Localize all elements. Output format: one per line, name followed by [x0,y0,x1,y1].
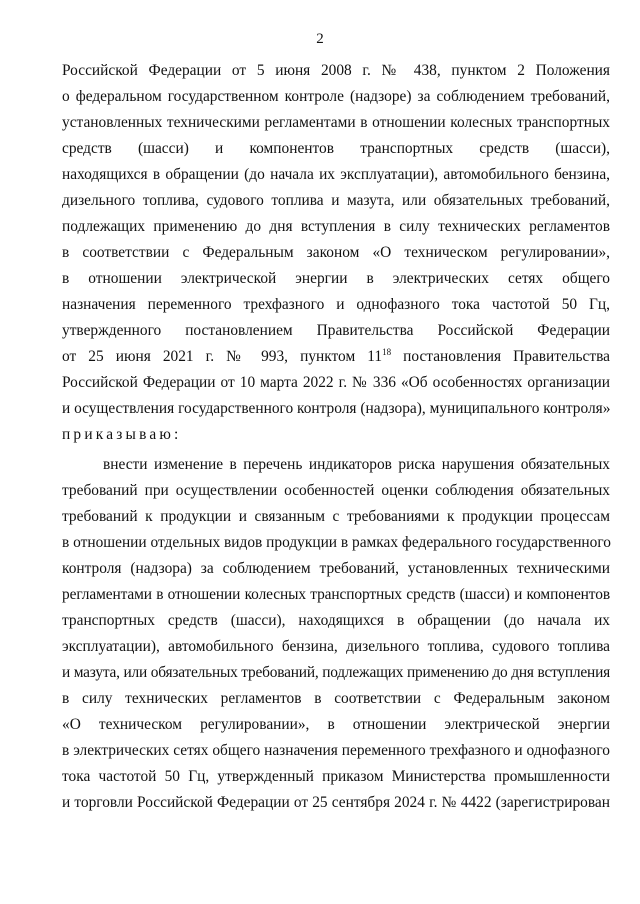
text-line: находящихся в обращении (до начала их эксплуатации), автомобильного бензина, [62,166,610,183]
text-line: в отношении отдельных видов продукции в рамках федерального государственного [62,534,611,551]
text-line: эксплуатации), автомобильного бензина, дизельного топлива, судового топлива [62,638,610,655]
footnote-superscript: 18 [382,347,392,357]
text-line: подлежащих применению до дня вступления в силу технических регламентов [62,218,610,235]
text-line: в соответствии с Федеральным законом «О техническом регулировании», [62,244,610,261]
text-line: тока частотой 50 Гц, утвержденный приказом Министерства промышленности [62,768,610,785]
text-line: транспортных средств (шасси), находящихся в обращении (до начала их [62,612,610,629]
page-number: 2 [316,31,324,47]
paragraph-first-line: внести изменение в перечень индикаторов риска нарушения обязательных [103,456,610,473]
text-line: и осуществления государственного контроля (надзора), муниципального контроля» [62,400,611,417]
text-line: средств (шасси) и компонентов транспортных средств (шасси), [62,140,610,157]
text-line-with-superscript [62,347,610,367]
text-line: в силу технических регламентов в соответствии с Федеральным законом [62,690,610,707]
text-line: и торговли Российской Федерации от 25 сентября 2024 г. № 4422 (зарегистрирован [62,794,610,811]
text-segment: постановления Правительства [391,348,610,365]
text-line: контроля (надзора) за соблюдением требований, установленных техническими [62,560,610,577]
order-word: приказываю: [62,426,182,443]
text-line: установленных техническими регламентами в отношении колесных транспортных [62,114,610,131]
text-line: требований к продукции и связанным с требованиями к продукции процессам [62,508,610,525]
text-line: назначения переменного трехфазного и однофазного тока частотой 50 Гц, [62,296,610,313]
text-line: дизельного топлива, судового топлива и мазута, или обязательных требований, [62,192,610,209]
text-line: Российской Федерации от 5 июня 2008 г. № 438, пунктом 2 Положения [62,62,610,79]
text-line: в отношении электрической энергии в электрических сетях общего [62,270,610,287]
text-line: о федеральном государственном контроле (надзоре) за соблюдением требований, [62,88,610,105]
text-segment: от 25 июня 2021 г. № 993, пунктом 11 [62,348,383,365]
text-line: требований при осуществлении особенностей оценки соблюдения обязательных [62,482,610,499]
text-line: Российской Федерации от 10 марта 2022 г. № 336 «Об особенностях организации [62,374,610,391]
text-line: в электрических сетях общего назначения переменного трехфазного и однофазного [62,742,610,759]
text-line: регламентами в отношении колесных транспортных средств (шасси) и компонентов [62,586,610,603]
text-line: утвержденного постановлением Правительства Российской Федерации [62,322,610,339]
text-line: «О техническом регулировании», в отношении электрической энергии [62,716,610,733]
text-line: и мазута, или обязательных требований, подлежащих применению до дня вступления [62,664,610,681]
